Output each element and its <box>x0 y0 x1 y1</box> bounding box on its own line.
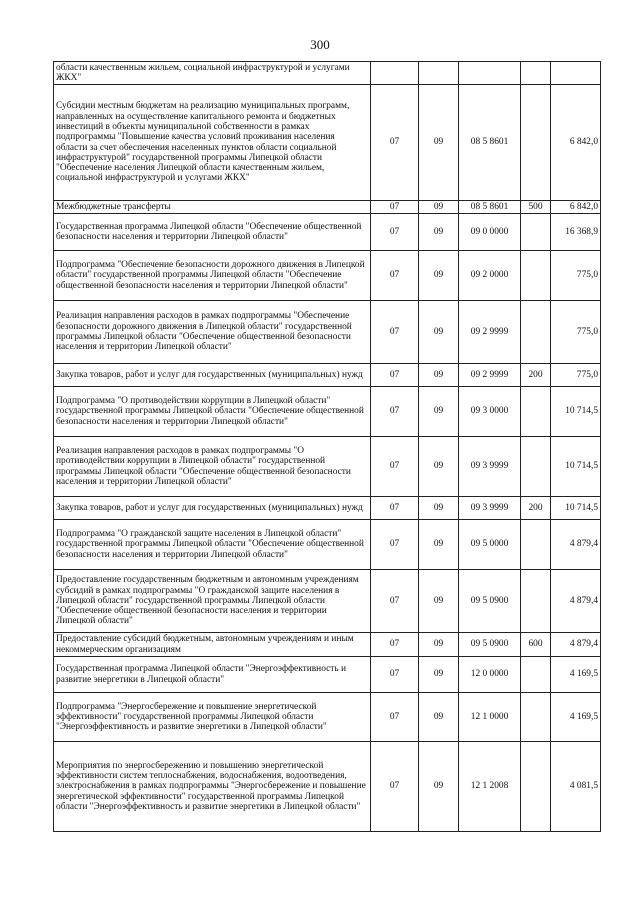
cell-description: Подпрограмма "Энергосбережение и повышение энергетической эффективности" государственной программы Липецкой области "Энергоэффективность и развитие энергетики в Липецкой области" <box>54 693 371 742</box>
cell-section: 07 <box>371 364 419 387</box>
cell-target-article: 09 5 0900 <box>459 633 521 657</box>
cell-target-article: 09 5 0900 <box>459 570 521 633</box>
cell-section: 07 <box>371 301 419 364</box>
cell-expense-type: 200 <box>521 364 551 387</box>
cell-amount: 775,0 <box>551 364 601 387</box>
cell-target-article: 09 2 9999 <box>459 364 521 387</box>
cell-target-article: 09 5 0000 <box>459 520 521 570</box>
cell-section: 07 <box>371 387 419 437</box>
cell-target-article: 09 3 9999 <box>459 437 521 497</box>
budget-table <box>53 61 601 832</box>
cell-amount: 775,0 <box>551 301 601 364</box>
table-row <box>54 657 601 693</box>
cell-subsection <box>419 62 459 85</box>
cell-subsection: 09 <box>419 85 459 201</box>
table-row <box>54 214 601 251</box>
cell-expense-type <box>521 387 551 437</box>
cell-section: 07 <box>371 437 419 497</box>
table-row <box>54 62 601 85</box>
cell-expense-type <box>521 85 551 201</box>
cell-amount: 10 714,5 <box>551 387 601 437</box>
cell-description: Реализация направления расходов в рамках подпрограммы "О противодействии коррупции в Липецкой области" государственной программы Липецкой области "Обеспечение общественной безопасности населения и территории Липецкой области" <box>54 437 371 497</box>
cell-target-article: 09 0 0000 <box>459 214 521 251</box>
cell-section: 07 <box>371 85 419 201</box>
page-number: 300 <box>310 37 330 52</box>
table-row <box>54 251 601 301</box>
cell-expense-type <box>521 437 551 497</box>
cell-target-article: 12 1 2008 <box>459 742 521 832</box>
cell-subsection: 09 <box>419 657 459 693</box>
cell-description: Предоставление субсидий бюджетным, автономным учреждениям и иным некоммерческим организациям <box>54 633 371 657</box>
cell-subsection: 09 <box>419 520 459 570</box>
table-row <box>54 520 601 570</box>
cell-target-article: 12 1 0000 <box>459 693 521 742</box>
cell-description: Реализация направления расходов в рамках подпрограммы "Обеспечение безопасности дорожного движения в Липецкой области" государственной программы Липецкой области "Обеспечение общественной безопасности населения и территории Липецкой области" <box>54 301 371 364</box>
cell-subsection: 09 <box>419 742 459 832</box>
table-row <box>54 633 601 657</box>
cell-subsection: 09 <box>419 201 459 214</box>
cell-description: Подпрограмма "О гражданской защите населения в Липецкой области" государственной программы Липецкой области "Обеспечение общественной безопасности населения и территории Липецкой области" <box>54 520 371 570</box>
cell-expense-type <box>521 742 551 832</box>
cell-target-article <box>459 62 521 85</box>
cell-section: 07 <box>371 201 419 214</box>
cell-expense-type <box>521 693 551 742</box>
cell-amount <box>551 62 601 85</box>
cell-amount: 16 368,9 <box>551 214 601 251</box>
table-row <box>54 85 601 201</box>
cell-section: 07 <box>371 657 419 693</box>
cell-subsection: 09 <box>419 387 459 437</box>
cell-description: Закупка товаров, работ и услуг для государственных (муниципальных) нужд <box>54 497 371 520</box>
cell-amount: 4 879,4 <box>551 520 601 570</box>
cell-expense-type <box>521 657 551 693</box>
cell-section: 07 <box>371 570 419 633</box>
cell-subsection: 09 <box>419 633 459 657</box>
cell-description: Государственная программа Липецкой области "Обеспечение общественной безопасности населения и территории Липецкой области" <box>54 214 371 251</box>
cell-subsection: 09 <box>419 251 459 301</box>
table-row <box>54 497 601 520</box>
table-row <box>54 201 601 214</box>
cell-expense-type <box>521 520 551 570</box>
cell-target-article: 09 3 0000 <box>459 387 521 437</box>
budget-table-body <box>54 62 601 832</box>
table-row <box>54 301 601 364</box>
cell-subsection: 09 <box>419 364 459 387</box>
cell-subsection: 09 <box>419 437 459 497</box>
cell-description: области качественным жильем, социальной инфраструктурой и услугами ЖКХ" <box>54 62 371 85</box>
cell-amount: 4 169,5 <box>551 693 601 742</box>
cell-amount: 4 879,4 <box>551 570 601 633</box>
cell-description: Межбюджетные трансферты <box>54 201 371 214</box>
cell-amount: 4 879,4 <box>551 633 601 657</box>
cell-expense-type: 200 <box>521 497 551 520</box>
cell-target-article: 09 3 9999 <box>459 497 521 520</box>
cell-amount: 10 714,5 <box>551 437 601 497</box>
cell-subsection: 09 <box>419 214 459 251</box>
cell-section: 07 <box>371 742 419 832</box>
cell-description: Подпрограмма "Обеспечение безопасности дорожного движения в Липецкой области" государственной программы Липецкой области "Обеспечение общественной безопасности населения и территории Липецкой области" <box>54 251 371 301</box>
cell-target-article: 09 2 9999 <box>459 301 521 364</box>
cell-expense-type <box>521 62 551 85</box>
cell-expense-type: 500 <box>521 201 551 214</box>
cell-amount: 775,0 <box>551 251 601 301</box>
cell-section: 07 <box>371 251 419 301</box>
table-row <box>54 437 601 497</box>
cell-section: 07 <box>371 633 419 657</box>
table-row <box>54 693 601 742</box>
cell-section: 07 <box>371 497 419 520</box>
cell-amount: 4 169,5 <box>551 657 601 693</box>
cell-description: Мероприятия по энергосбережению и повышению энергетической эффективности систем теплоснабжения, водоснабжения, водоотведения, электроснабжения в рамках подпрограммы "Энергосбережение и повышение энергетической эффективности" государственной программы Липецкой области "Энергоэффективность и развитие энергетики в Липецкой области" <box>54 742 371 832</box>
cell-description: Субсидии местным бюджетам на реализацию муниципальных программ, направленных на осуществление капитального ремонта и бюджетных инвестиций в объекты муниципальной собственности в рамках подпрограммы "Повышение качества условий проживания населения области за счет обеспечения населенных пунктов области социальной инфраструктурой" государственной программы Липецкой области "Обеспечение населения Липецкой области качественным жильем, социальной инфраструктурой и услугами ЖКХ" <box>54 85 371 201</box>
cell-expense-type <box>521 301 551 364</box>
cell-subsection: 09 <box>419 301 459 364</box>
cell-subsection: 09 <box>419 693 459 742</box>
cell-section: 07 <box>371 214 419 251</box>
table-row <box>54 742 601 832</box>
cell-amount: 4 081,5 <box>551 742 601 832</box>
cell-amount: 10 714,5 <box>551 497 601 520</box>
cell-description: Подпрограмма "О противодействии коррупции в Липецкой области" государственной программы Липецкой области "Обеспечение общественной безопасности населения и территории Липецкой области" <box>54 387 371 437</box>
table-row <box>54 570 601 633</box>
cell-expense-type <box>521 570 551 633</box>
cell-target-article: 12 0 0000 <box>459 657 521 693</box>
cell-expense-type: 600 <box>521 633 551 657</box>
cell-expense-type <box>521 251 551 301</box>
table-row <box>54 364 601 387</box>
cell-section: 07 <box>371 693 419 742</box>
table-row <box>54 387 601 437</box>
cell-target-article: 09 2 0000 <box>459 251 521 301</box>
cell-subsection: 09 <box>419 497 459 520</box>
cell-description: Закупка товаров, работ и услуг для государственных (муниципальных) нужд <box>54 364 371 387</box>
cell-subsection: 09 <box>419 570 459 633</box>
cell-description: Государственная программа Липецкой области "Энергоэффективность и развитие энергетики в Липецкой области" <box>54 657 371 693</box>
cell-section <box>371 62 419 85</box>
cell-target-article: 08 5 8601 <box>459 201 521 214</box>
cell-amount: 6 842,0 <box>551 201 601 214</box>
cell-target-article: 08 5 8601 <box>459 85 521 201</box>
cell-expense-type <box>521 214 551 251</box>
cell-amount: 6 842,0 <box>551 85 601 201</box>
cell-section: 07 <box>371 520 419 570</box>
cell-description: Предоставление государственным бюджетным и автономным учреждениям субсидий в рамках подпрограммы "О гражданской защите населения в Липецкой области" государственной программы Липецкой области "Обеспечение общественной безопасности населения и территории Липецкой области" <box>54 570 371 633</box>
